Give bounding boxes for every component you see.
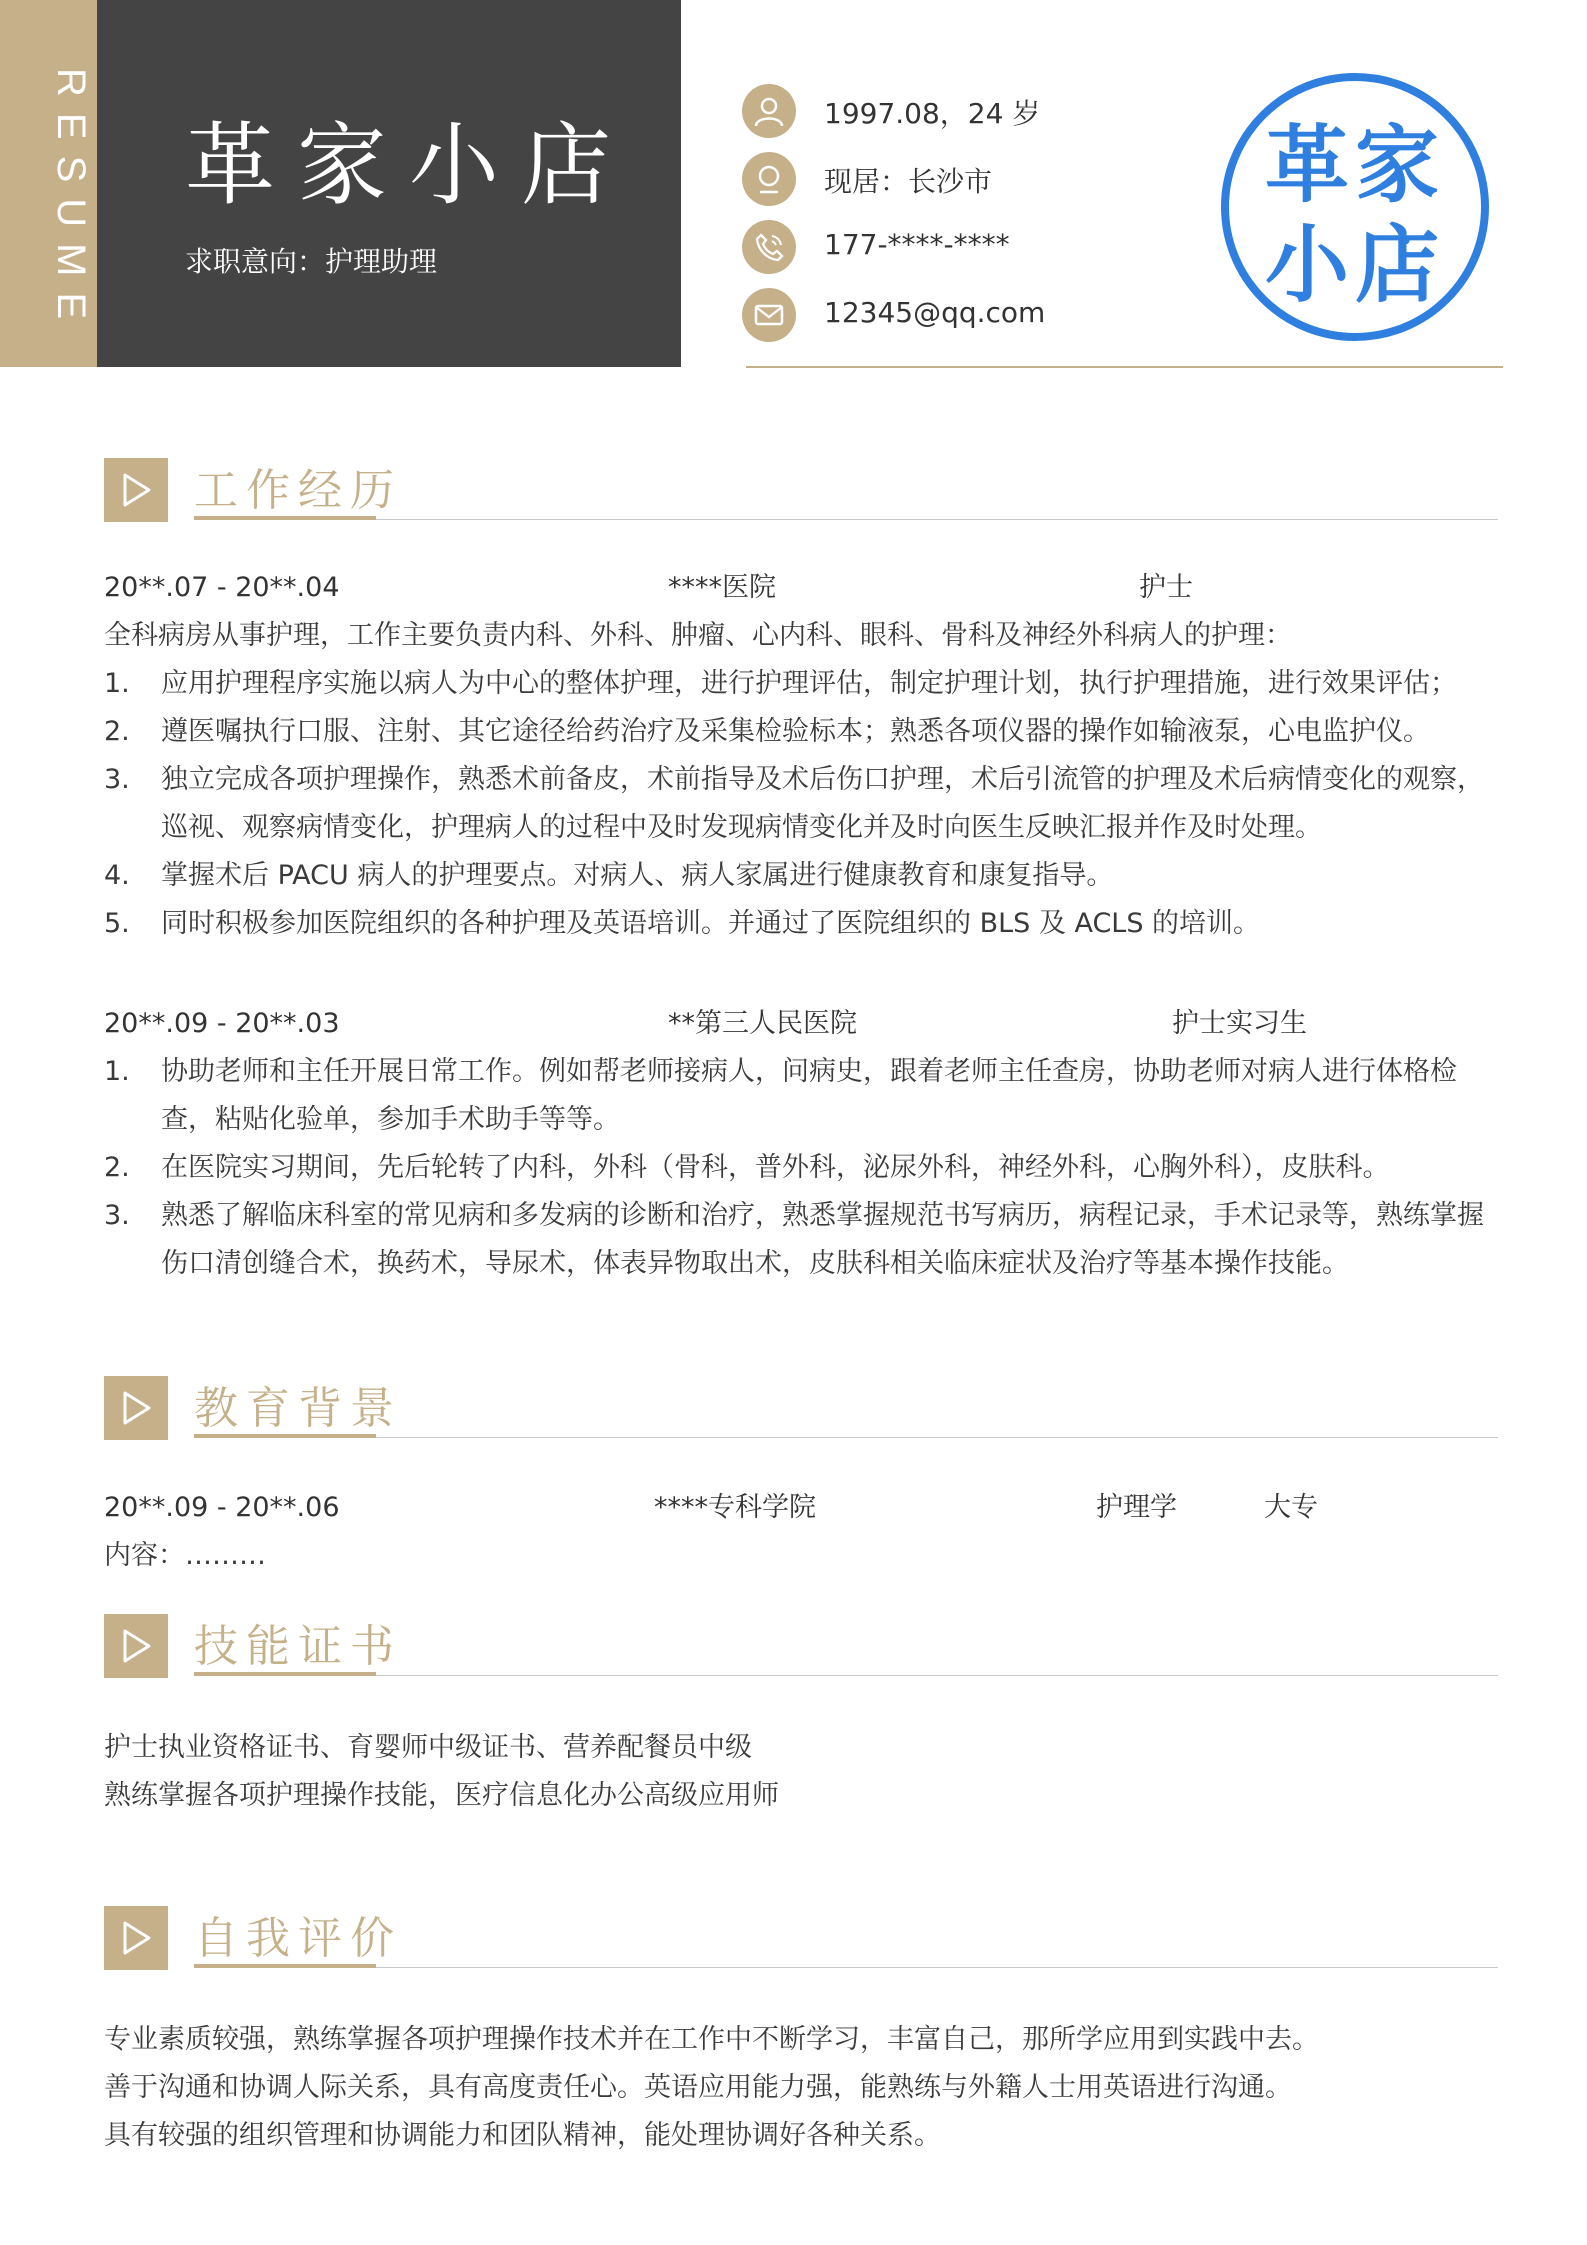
phone-text: 177-****-****	[824, 228, 1010, 261]
header-name-box	[97, 0, 681, 367]
email-text: 12345@qq.com	[824, 296, 1046, 329]
edu-major: 护理学	[1096, 1492, 1177, 1523]
job-intent: 求职意向：护理助理	[185, 245, 438, 278]
section-skills	[104, 1614, 1498, 1684]
skill-line: 熟练掌握各项护理操作技能，医疗信息化办公高级应用师	[104, 1780, 779, 1811]
list-item: 独立完成各项护理操作，熟悉术前备皮，术前指导及术后伤口护理，术后引流管的护理及术后病情变化的观察，巡视、观察病情变化，护理病人的过程中及时发现病情变化并及时向医生反映汇报并作及时处理。	[161, 764, 1484, 843]
list-number: 4.	[104, 860, 130, 891]
svg-text:革家: 革家	[1264, 116, 1446, 214]
list-item: 同时积极参加医院组织的各种护理及英语培训。并通过了医院组织的 BLS 及 ACLS 的培训。	[161, 908, 1261, 939]
list-item: 在医院实习期间，先后轮转了内科，外科（骨科，普外科，泌尿外科，神经外科，心胸外科），皮肤科。	[161, 1152, 1390, 1183]
candidate-name: 革家小店	[185, 113, 633, 218]
phone-icon	[742, 220, 796, 274]
seal-stamp	[1220, 72, 1490, 342]
play-triangle-icon	[104, 458, 168, 522]
list-number: 2.	[104, 716, 130, 747]
envelope-icon	[742, 288, 796, 342]
job-period: 20**.07 - 20**.04	[104, 572, 340, 603]
job1-header	[104, 564, 1498, 612]
self-eval-line: 专业素质较强，熟练掌握各项护理操作技术并在工作中不断学习，丰富自己，那所学应用到实践中去。	[104, 2024, 1319, 2055]
edu-school: ****专科学院	[654, 1492, 816, 1523]
section-title: 自我评价	[194, 1913, 402, 1964]
section-title-underline	[194, 516, 376, 520]
edu-period: 20**.09 - 20**.06	[104, 1492, 340, 1523]
job-org: ****医院	[668, 572, 776, 603]
section-title-underline	[194, 1434, 376, 1438]
section-title: 技能证书	[194, 1621, 402, 1672]
contact-location	[742, 152, 1242, 208]
location-text: 现居：长沙市	[824, 165, 993, 198]
section-rule	[194, 519, 1498, 520]
person-icon	[742, 84, 796, 138]
header-rule	[746, 366, 1503, 368]
section-self-evaluation	[104, 1906, 1498, 1976]
section-rule	[194, 1675, 1498, 1676]
skill-line: 护士执业资格证书、育婴师中级证书、营养配餐员中级	[104, 1732, 752, 1763]
location-pin-icon	[742, 152, 796, 206]
list-item: 协助老师和主任开展日常工作。例如帮老师接病人，问病史，跟着老师主任查房，协助老师对病人进行体格检查，粘贴化验单，参加手术助手等等。	[161, 1056, 1457, 1135]
list-number: 1.	[104, 668, 130, 699]
birth-text: 1997.08，24 岁	[824, 97, 1041, 130]
section-rule	[194, 1437, 1498, 1438]
resume-tab	[0, 0, 97, 367]
section-rule	[194, 1967, 1498, 1968]
resume-label: RESUME	[49, 68, 93, 336]
play-triangle-icon	[104, 1376, 168, 1440]
job-role: 护士实习生	[1172, 1008, 1307, 1039]
section-title-underline	[194, 1672, 376, 1676]
section-title: 教育背景	[194, 1383, 402, 1434]
job-org: **第三人民医院	[668, 1008, 857, 1039]
edu-degree: 大专	[1264, 1492, 1318, 1523]
job-role: 护士	[1139, 572, 1193, 603]
job1-intro: 全科病房从事护理，工作主要负责内科、外科、肿瘤、心内科、眼科、骨科及神经外科病人的护理：	[104, 620, 1292, 651]
list-number: 2.	[104, 1152, 130, 1183]
education-row	[104, 1484, 1498, 1532]
job-period: 20**.09 - 20**.03	[104, 1008, 340, 1039]
section-work	[104, 458, 1498, 528]
svg-text:小店: 小店	[1264, 216, 1446, 314]
list-item: 掌握术后 PACU 病人的护理要点。对病人、病人家属进行健康教育和康复指导。	[161, 860, 1114, 891]
list-item: 应用护理程序实施以病人为中心的整体护理，进行护理评估，制定护理计划，执行护理措施，进行效果评估；	[161, 668, 1457, 699]
edu-content: 内容：………	[104, 1540, 266, 1571]
play-triangle-icon	[104, 1614, 168, 1678]
contact-email	[742, 288, 1242, 344]
section-title-underline	[194, 1964, 376, 1968]
list-item: 熟悉了解临床科室的常见病和多发病的诊断和治疗，熟悉掌握规范书写病历，病程记录，手术记录等，熟练掌握伤口清创缝合术，换药术，导尿术，体表异物取出术，皮肤科相关临床症状及治疗等基本操作技能。	[161, 1200, 1484, 1279]
section-education	[104, 1376, 1498, 1446]
self-eval-line: 具有较强的组织管理和协调能力和团队精神，能处理协调好各种关系。	[104, 2120, 941, 2151]
job2-header	[104, 1000, 1498, 1048]
list-number: 3.	[104, 764, 130, 795]
contact-phone	[742, 220, 1242, 276]
section-title: 工作经历	[194, 465, 402, 516]
list-number: 3.	[104, 1200, 130, 1231]
list-number: 5.	[104, 908, 130, 939]
list-number: 1.	[104, 1056, 130, 1087]
list-item: 遵医嘱执行口服、注射、其它途径给药治疗及采集检验标本；熟悉各项仪器的操作如输液泵，心电监护仪。	[161, 716, 1430, 747]
self-eval-line: 善于沟通和协调人际关系，具有高度责任心。英语应用能力强，能熟练与外籍人士用英语进行沟通。	[104, 2072, 1292, 2103]
play-triangle-icon	[104, 1906, 168, 1970]
contact-birth	[742, 84, 1242, 140]
